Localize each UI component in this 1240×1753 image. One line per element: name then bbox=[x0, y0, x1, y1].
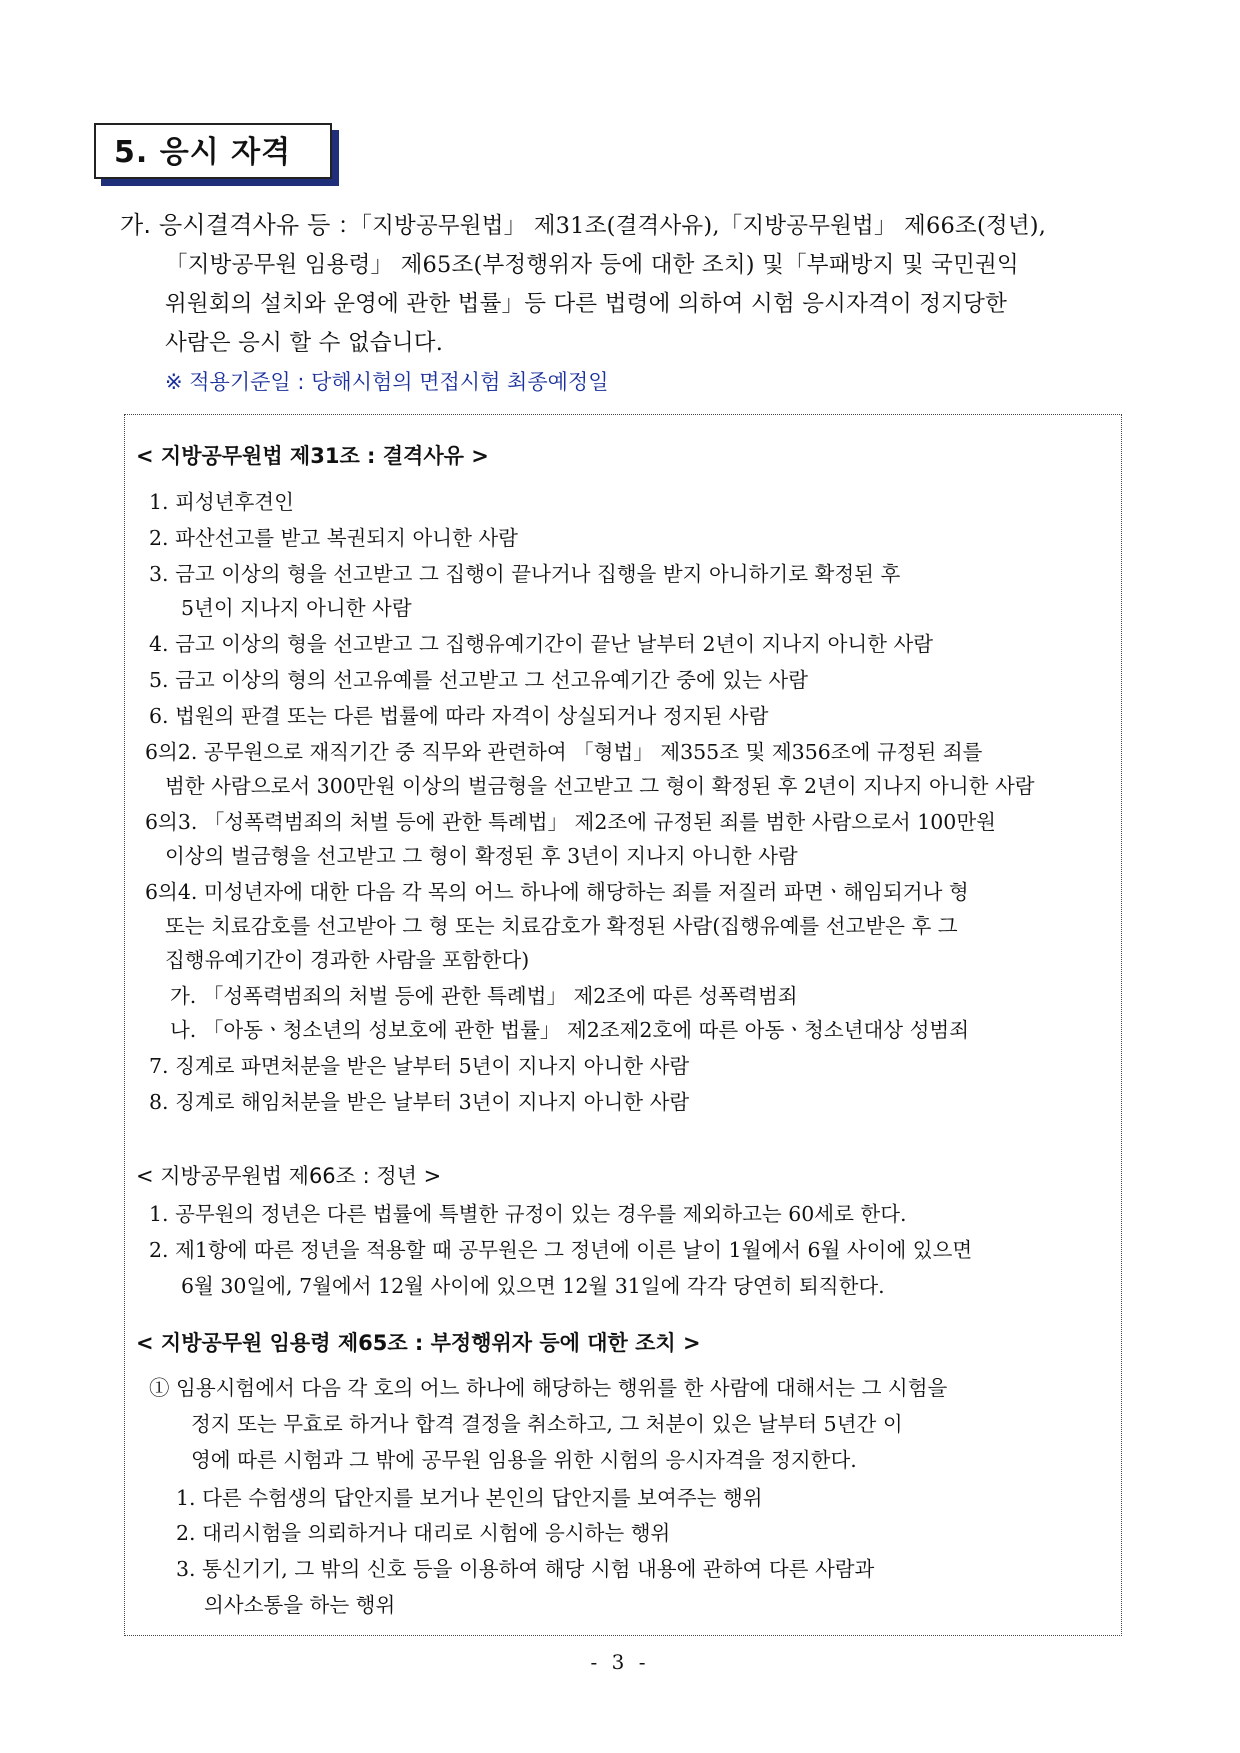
paragraph-line-3: 위원회의 설치와 운영에 관한 법률」등 다른 법령에 의하여 시험 응시자격이 정지당한 bbox=[165, 291, 1008, 317]
paragraph-line-4: 사람은 응시 할 수 없습니다. bbox=[165, 330, 444, 356]
page-number: - 3 - bbox=[590, 1650, 650, 1674]
art31-line: 8. 징계로 해임처분을 받은 날부터 3년이 지나지 아니한 사람 bbox=[149, 1090, 690, 1114]
paragraph-line-1: ：「지방공무원법」 제31조(결격사유),「지방공무원법」 제66조(정년), bbox=[337, 213, 1047, 239]
art66-line: 6월 30일에, 7월에서 12월 사이에 있으면 12월 31일에 각각 당연히 퇴직한다. bbox=[181, 1274, 885, 1298]
art65-line: 3. 통신기기, 그 밖의 신호 등을 이용하여 해당 시험 내용에 관하여 다른 사람과 bbox=[176, 1557, 875, 1581]
art31-line: 2. 파산선고를 받고 복권되지 아니한 사람 bbox=[149, 526, 518, 550]
art31-line: 또는 치료감호를 선고받아 그 형 또는 치료감호가 확정된 사람(집행유예를 선고받은 후 그 bbox=[165, 914, 958, 938]
art31-heading: < 지방공무원법 제31조 : 결격사유 > bbox=[136, 444, 489, 468]
paragraph-line-2: 「지방공무원 임용령」 제65조(부정행위자 등에 대한 조치) 및「부패방지 및 국민권익 bbox=[165, 252, 1019, 278]
art31-line: 범한 사람으로서 300만원 이상의 벌금형을 선고받고 그 형이 확정된 후 2년이 지나지 아니한 사람 bbox=[165, 774, 1035, 798]
art65-line: 영에 따른 시험과 그 밖에 공무원 임용을 위한 시험의 응시자격을 정지한다. bbox=[191, 1448, 857, 1472]
art65-line: 정지 또는 무효로 하거나 합격 결정을 취소하고, 그 처분이 있은 날부터 5년간 이 bbox=[191, 1412, 903, 1436]
art65-line: 의사소통을 하는 행위 bbox=[204, 1593, 396, 1617]
art31-line: 4. 금고 이상의 형을 선고받고 그 집행유예기간이 끝난 날부터 2년이 지나지 아니한 사람 bbox=[149, 632, 934, 656]
art65-line: ① 임용시험에서 다음 각 호의 어느 하나에 해당하는 행위를 한 사람에 대해서는 그 시험을 bbox=[149, 1376, 948, 1400]
art31-line: 3. 금고 이상의 형을 선고받고 그 집행이 끝나거나 집행을 받지 아니하기로 확정된 후 bbox=[149, 562, 901, 586]
art31-line: 집행유예기간이 경과한 사람을 포함한다) bbox=[165, 948, 530, 972]
art31-line: 5. 금고 이상의 형의 선고유예를 선고받고 그 선고유예기간 중에 있는 사람 bbox=[149, 668, 809, 692]
art65-line: 2. 대리시험을 의뢰하거나 대리로 시험에 응시하는 행위 bbox=[176, 1521, 671, 1545]
art66-line: 2. 제1항에 따른 정년을 적용할 때 공무원은 그 정년에 이른 날이 1월에서 6월 사이에 있으면 bbox=[149, 1238, 973, 1262]
art65-line: 1. 다른 수험생의 답안지를 보거나 본인의 답안지를 보여주는 행위 bbox=[176, 1486, 763, 1510]
art31-line: 6의4. 미성년자에 대한 다음 각 목의 어느 하나에 해당하는 죄를 저질러 파면ㆍ해임되거나 형 bbox=[145, 880, 969, 904]
art31-line: 7. 징계로 파면처분을 받은 날부터 5년이 지나지 아니한 사람 bbox=[149, 1054, 690, 1078]
art31-line: 6의3. 「성폭력범죄의 처벌 등에 관한 특례법」 제2조에 규정된 죄를 범한 사람으로서 100만원 bbox=[145, 810, 996, 834]
paragraph-lead: 가. 응시결격사유 등 bbox=[120, 211, 331, 239]
art65-heading: < 지방공무원 임용령 제65조 : 부정행위자 등에 대한 조치 > bbox=[136, 1331, 701, 1355]
art31-line: 이상의 벌금형을 선고받고 그 형이 확정된 후 3년이 지나지 아니한 사람 bbox=[165, 844, 798, 868]
art31-line: 가. 「성폭력범죄의 처벌 등에 관한 특례법」 제2조에 따른 성폭력범죄 bbox=[170, 984, 798, 1008]
art31-line: 1. 피성년후견인 bbox=[149, 490, 294, 514]
section-title: 5. 응시 자격 bbox=[94, 123, 332, 179]
art66-line: 1. 공무원의 정년은 다른 법률에 특별한 규정이 있는 경우를 제외하고는 60세로 한다. bbox=[149, 1202, 907, 1226]
art66-heading: < 지방공무원법 제66조 : 정년 > bbox=[136, 1164, 442, 1188]
art31-line: 6의2. 공무원으로 재직기간 중 직무와 관련하여 「형법」 제355조 및 제356조에 규정된 죄를 bbox=[145, 740, 983, 764]
reference-date-note: ※ 적용기준일 : 당해시험의 면접시험 최종예정일 bbox=[165, 370, 609, 394]
art31-line: 나. 「아동ㆍ청소년의 성보호에 관한 법률」 제2조제2호에 따른 아동ㆍ청소년대상 성범죄 bbox=[170, 1018, 970, 1042]
art31-line: 5년이 지나지 아니한 사람 bbox=[181, 596, 412, 620]
art31-line: 6. 법원의 판결 또는 다른 법률에 따라 자격이 상실되거나 정지된 사람 bbox=[149, 704, 769, 728]
paragraph-ga bbox=[120, 206, 1150, 363]
